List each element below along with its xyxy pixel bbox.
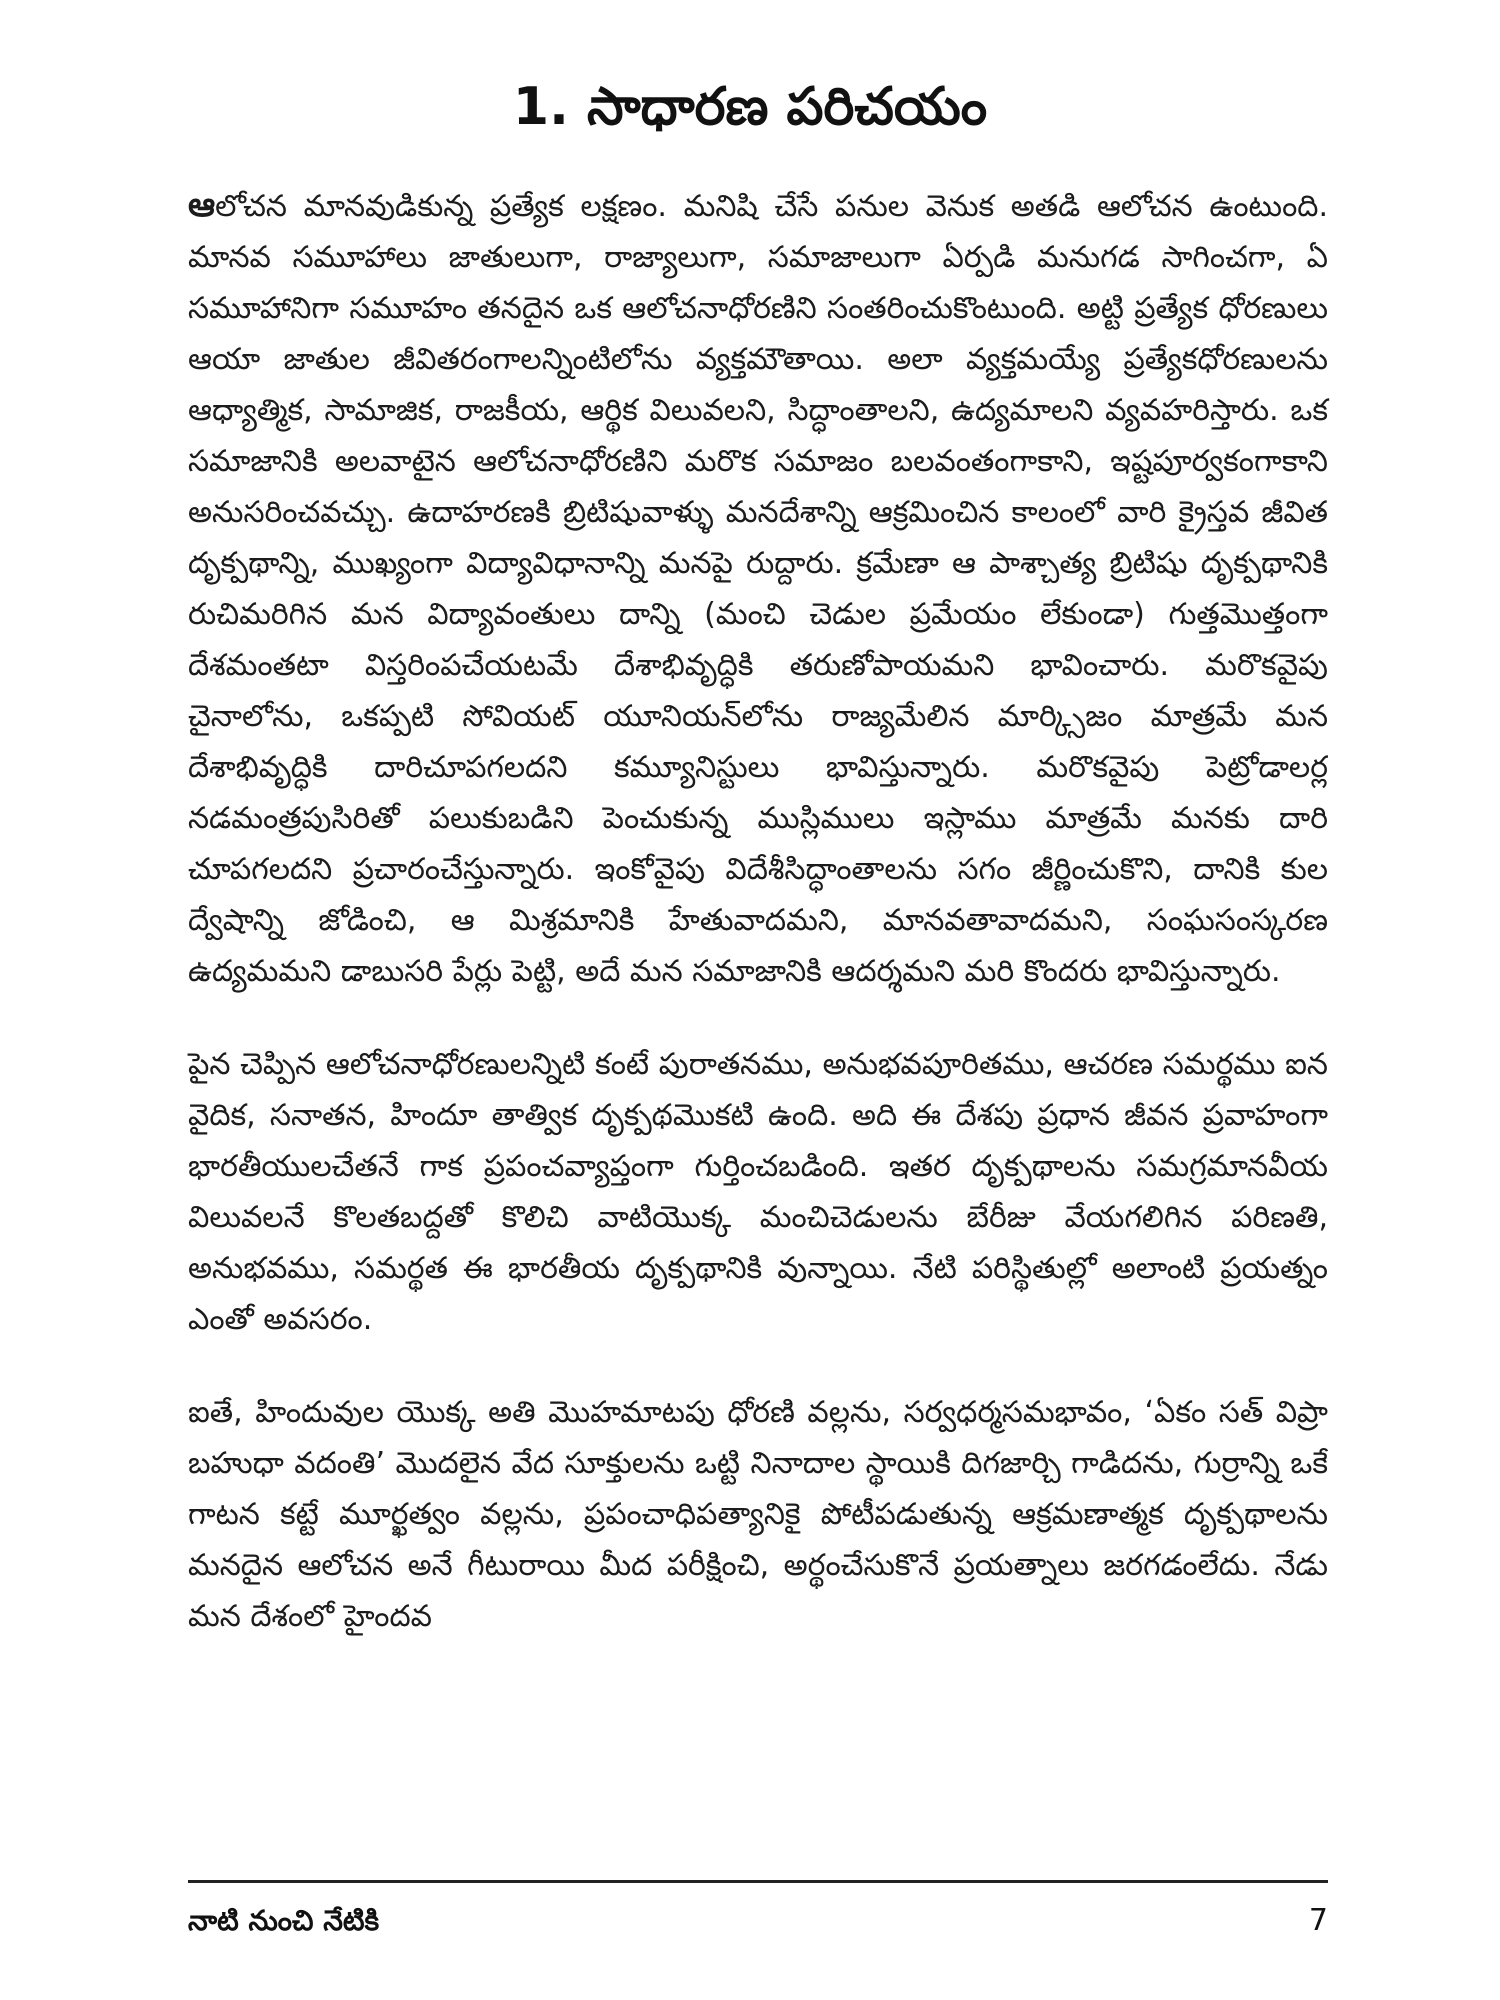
paragraph-text: లోచన మానవుడికున్న ప్రత్యేక లక్షణం. మనిషి చేసే పనుల వెనుక అతడి ఆలోచన ఉంటుంది. మానవ సమూహాలు జాతులుగా, రాజ్యాలుగా, సమాజాలుగా ఏర్పడి మనుగడ సాగించగా, ఏ సమూహానిగా సమూహం తనదైన ఒక ఆలోచనాధోరణిని సంతరించుకొంటుంది. అట్టి ప్రత్యేక ధోరణులు ఆయా జాతుల జీవితరంగాలన్నింటిలోను వ్యక్తమౌతాయి. అలా వ్యక్తమయ్యే ప్రత్యేకధోరణులను ఆధ్యాత్మిక, సామాజిక, రాజకీయ, ఆర్థిక విలువలని, సిద్ధాంతాలని, ఉద్యమాలని వ్యవహరిస్తారు. ఒక సమాజానికి అలవాటైన ఆలోచనాధోరణిని మరొక సమాజం బలవంతంగాకాని, ఇష్టపూర్వకంగాకాని అనుసరించవచ్చు. ఉదాహరణకి బ్రిటిషువాళ్ళు మనదేశాన్ని ఆక్రమించిన కాలంలో వారి క్రైస్తవ జీవిత దృక్పథాన్ని, ముఖ్యంగా విద్యావిధానాన్ని మనపై రుద్దారు. క్రమేణా ఆ పాశ్చాత్య బ్రిటిషు దృక్పథానికి రుచిమరిగిన మన విద్యావంతులు దాన్ని (మంచి చెడుల ప్రమేయం లేకుండా) గుత్తమొత్తంగా దేశమంతటా విస్తరింపచేయటమే దేశాభివృద్ధికి తరుణోపాయమని భావించారు. మరొకవైపు చైనాలోను, ఒకప్పటి సోవియట్ యూనియన్‌లోను రాజ్యమేలిన మార్క్సిజం మాత్రమే మన దేశాభివృద్ధికి దారిచూపగలదని కమ్యూనిస్టులు భావిస్తున్నారు. మరొకవైపు పెట్రోడాలర్ల నడమంత్రపుసిరితో పలుకుబడిని పెంచుకున్న ముస్లిములు ఇస్లాము మాత్రమే మనకు దారి చూపగలదని ప్రచారంచేస్తున్నారు. ఇంకోవైపు విదేశీసిద్ధాంతాలను సగం జీర్ణించుకొని, దానికి కుల ద్వేషాన్ని జోడించి, ఆ మిశ్రమానికి హేతువాదమని, మానవతావాదమని, సంఘసంస్కరణ ఉద్యమమని డాబుసరి పేర్లు పెట్టి, అదే మన సమాజానికి ఆదర్శమని మరి కొందరు భావిస్తున్నారు. bbox=[188, 189, 1328, 989]
footer-book-title: నాటి నుంచి నేటికి bbox=[188, 1904, 380, 1937]
paragraph-text: పైన చెప్పిన ఆలోచనాధోరణులన్నిటి కంటే పురాతనము, అనుభవపూరితము, ఆచరణ సమర్థము ఐన వైదిక, సనాతన, హిందూ తాత్విక దృక్పథమొకటి ఉంది. అది ఈ దేశపు ప్రధాన జీవన ప్రవాహంగా భారతీయులచేతనే గాక ప్రపంచవ్యాప్తంగా గుర్తించబడింది. ఇతర దృక్పథాలను సమగ్రమానవీయ విలువలనే కొలతబద్దతో కొలిచి వాటియొక్క మంచిచెడులను బేరీజు వేయగలిగిన పరిణతి, అనుభవము, సమర్థత ఈ భారతీయ దృక్పథానికి వున్నాయి. నేటి పరిస్థితుల్లో అలాంటి ప్రయత్నం ఎంతో అవసరం. bbox=[188, 1047, 1328, 1337]
page-number: 7 bbox=[1308, 1903, 1328, 1938]
paragraph-lead-letter: ఆ bbox=[188, 185, 216, 225]
paragraph-2 bbox=[188, 1039, 1328, 1345]
paragraph-1 bbox=[188, 180, 1328, 997]
paragraph-text: ఐతే, హిందువుల యొక్క అతి మొహమాటపు ధోరణి వల్లను, సర్వధర్మసమభావం, ‘ఏకం సత్ విప్రా బహుధా వదంతి’ మొదలైన వేద సూక్తులను ఒట్టి నినాదాల స్థాయికి దిగజార్చి గాడిదను, గుర్రాన్ని ఒకే గాటన కట్టే మూర్ఖత్వం వల్లను, ప్రపంచాధిపత్యానికై పోటీపడుతున్న ఆక్రమణాత్మక దృక్పథాలను మనదైన ఆలోచన అనే గీటురాయి మీద పరీక్షించి, అర్థంచేసుకొనే ప్రయత్నాలు జరగడంలేదు. నేడు మన దేశంలో హైందవ bbox=[188, 1395, 1328, 1634]
paragraph-3 bbox=[188, 1387, 1328, 1642]
body-text bbox=[188, 180, 1328, 1684]
page-footer bbox=[188, 1896, 1328, 1946]
chapter-title: 1. సాధారణ పరిచయం bbox=[512, 77, 988, 137]
footer-divider bbox=[188, 1880, 1328, 1883]
